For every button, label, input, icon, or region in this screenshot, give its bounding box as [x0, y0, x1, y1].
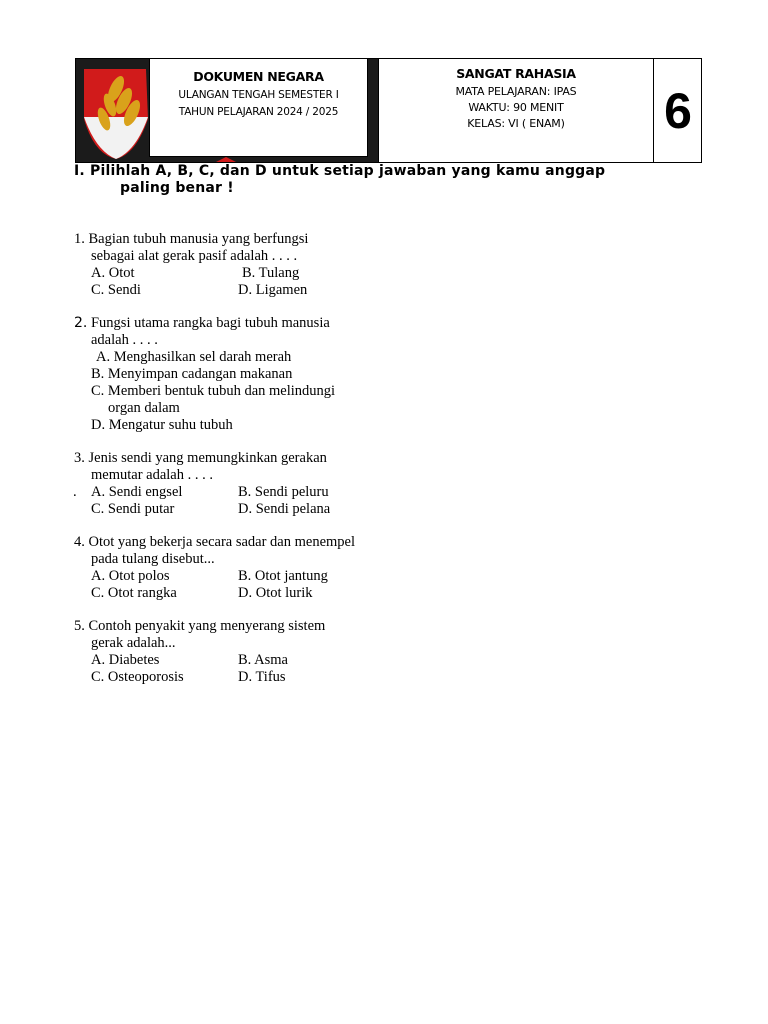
instruction-line-1: I. Pilihlah A, B, C, dan D untuk setiap jawaban yang kamu anggap [74, 163, 606, 179]
document-title: DOKUMEN NEGARA [193, 69, 324, 84]
question-3-text-cont: memutar adalah . . . . [91, 467, 213, 483]
option-a: A. Diabetes [91, 652, 160, 668]
option-d: D. Otot lurik [238, 585, 313, 601]
question-1-text-cont: sebagai alat gerak pasif adalah . . . . [91, 248, 298, 264]
option-d: D. Ligamen [238, 282, 308, 298]
option-d: D. Sendi pelana [238, 501, 331, 517]
question-3 [74, 450, 330, 518]
option-c: C. Osteoporosis [91, 669, 184, 685]
option-d: D. Tifus [238, 669, 286, 685]
option-c: C. Memberi bentuk tubuh dan melindungi [91, 383, 336, 399]
school-year: TAHUN PELAJARAN 2024 / 2025 [178, 106, 339, 118]
option-c-cont: organ dalam [108, 400, 180, 416]
instruction [74, 163, 714, 197]
question-4-text-cont: pada tulang disebut... [91, 551, 215, 567]
option-a: A. Sendi engsel [91, 484, 183, 500]
option-d: D. Mengatur suhu tubuh [91, 417, 233, 433]
question-1 [74, 231, 308, 299]
question-4 [74, 534, 355, 602]
option-c: C. Sendi [91, 282, 141, 298]
secrecy-label: SANGAT RAHASIA [456, 66, 576, 81]
option-a: A. Menghasilkan sel darah merah [96, 349, 292, 365]
class-label: KELAS: VI ( ENAM) [467, 117, 565, 130]
grade-number: 6 [653, 58, 702, 163]
option-b: B. Otot jantung [238, 568, 328, 584]
question-4-text: 4. Otot yang bekerja secara sadar dan menempel [74, 534, 356, 550]
subject-label: MATA PELAJARAN: IPAS [455, 85, 577, 98]
option-c: C. Otot rangka [91, 585, 177, 601]
stray-dot: . [73, 484, 77, 500]
time-label: WAKTU: 90 MENIT [468, 101, 564, 114]
question-3-text: 3. Jenis sendi yang memungkinkan gerakan [74, 450, 327, 466]
option-c: C. Sendi putar [91, 501, 175, 517]
option-b: B. Tulang [242, 265, 300, 281]
option-b: B. Menyimpan cadangan makanan [91, 366, 293, 382]
question-2-text-cont: adalah . . . . [91, 332, 158, 348]
option-a: A. Otot [91, 265, 135, 281]
instruction-line-2: paling benar ! [120, 180, 234, 196]
header-title-box [149, 58, 368, 157]
option-b: B. Asma [238, 652, 288, 668]
exam-name: ULANGAN TENGAH SEMESTER I [178, 89, 339, 101]
question-5-text-cont: gerak adalah... [91, 635, 176, 651]
option-b: B. Sendi peluru [238, 484, 329, 500]
question-5 [74, 618, 325, 686]
option-a: A. Otot polos [91, 568, 170, 584]
question-5-text: 5. Contoh penyakit yang menyerang sistem [74, 618, 326, 634]
exam-info-box [378, 58, 653, 163]
question-2-text: Fungsi utama rangka bagi tubuh manusia [87, 315, 330, 331]
question-1-text: 1. Bagian tubuh manusia yang berfungsi [74, 231, 309, 247]
question-2 [74, 315, 335, 434]
question-2-number: 2. [74, 315, 88, 331]
